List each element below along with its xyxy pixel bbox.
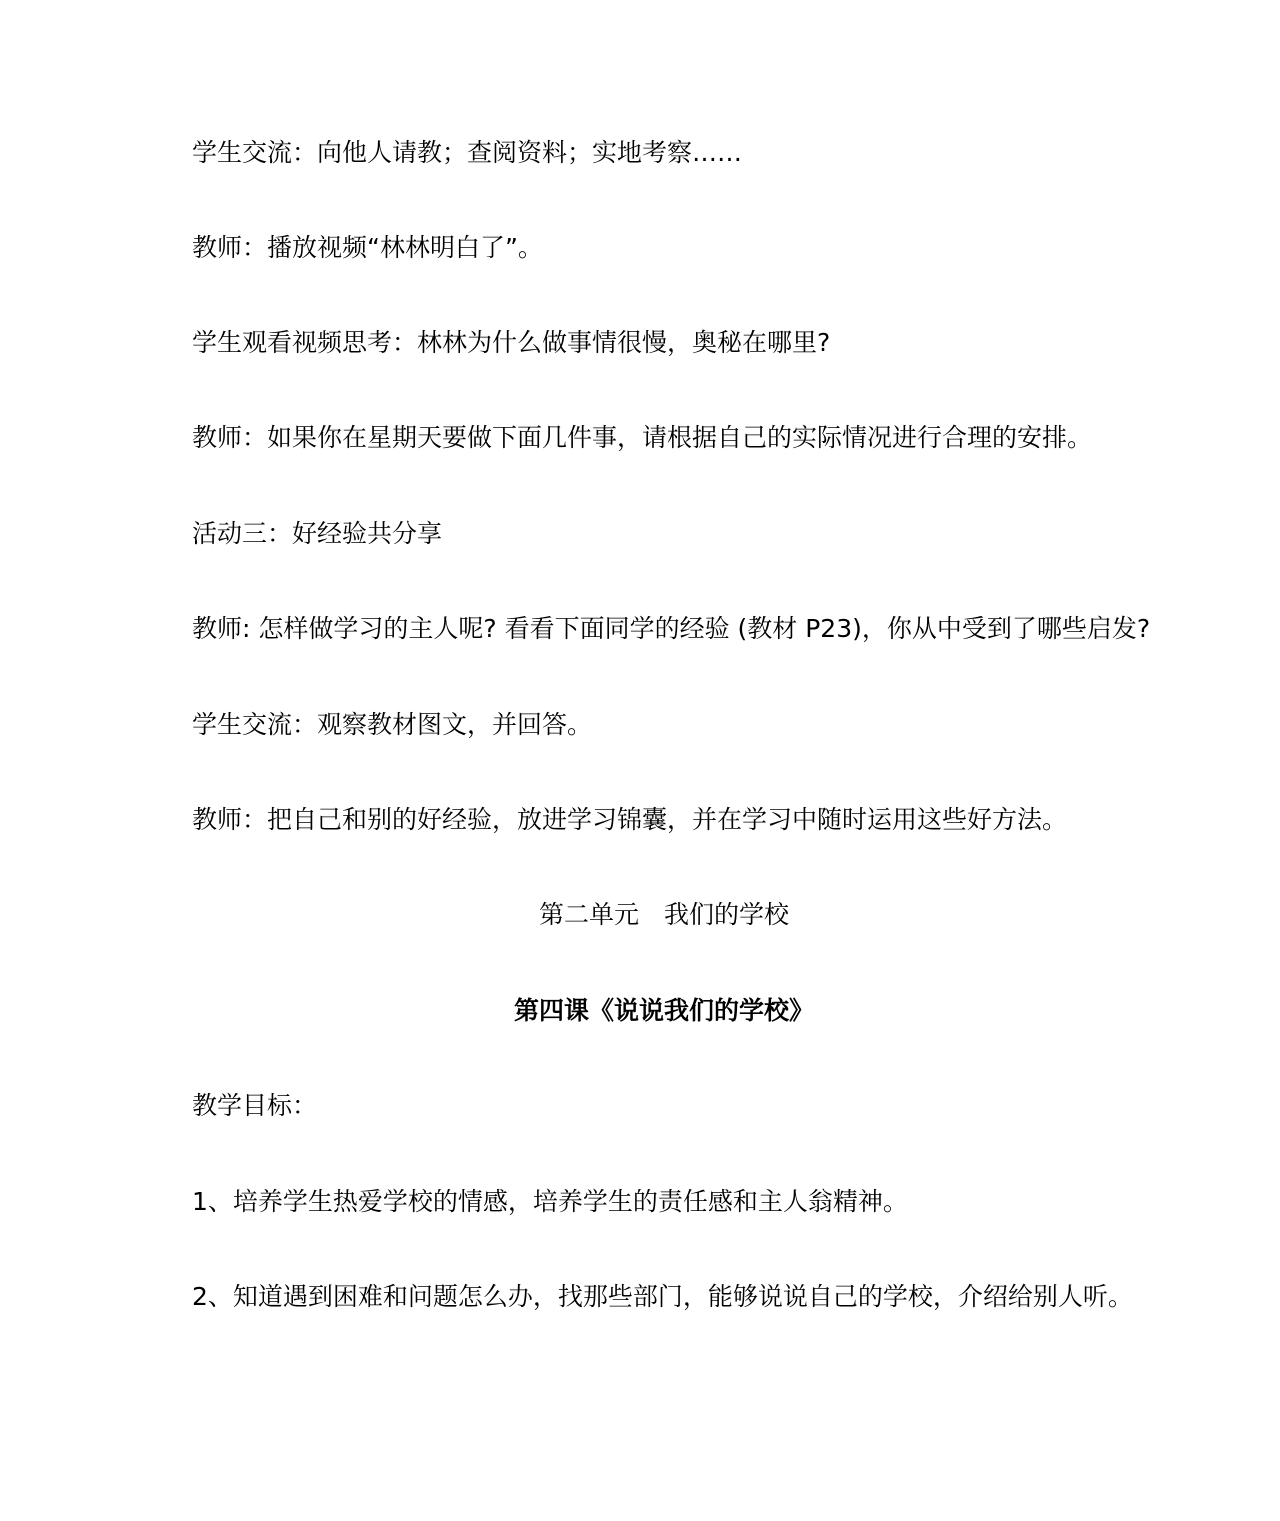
paragraph-activity-three: 活动三：好经验共分享 [192, 519, 443, 548]
lesson-title: 第四课《说说我们的学校》 [513, 996, 814, 1025]
paragraph-teacher-video: 教师：播放视频“林林明白了”。 [192, 233, 543, 262]
paragraph-student-exchange: 学生交流：向他人请教；查阅资料；实地考察…… [192, 138, 743, 167]
paragraph-teacher-tips: 教师：把自己和别的好经验，放进学习锦囊，并在学习中随时运用这些好方法。 [192, 805, 1068, 834]
objective-item: 1、培养学生热爱学校的情感，培养学生的责任感和主人翁精神。 [192, 1187, 908, 1216]
paragraph-teacher-question: 教师: 怎样做学习的主人呢? 看看下面同学的经验 (教材 P23)，你从中受到了哪些启发? [192, 614, 1151, 643]
objective-item: 2、知道遇到困难和问题怎么办，找那些部门，能够说说自己的学校，介绍给别人听。 [192, 1282, 1133, 1311]
paragraph-teacher-sunday: 教师：如果你在星期天要做下面几件事，请根据自己的实际情况进行合理的安排。 [192, 423, 1093, 452]
unit-heading: 第二单元 我们的学校 [538, 900, 789, 929]
paragraph-student-observe: 学生交流：观察教材图文，并回答。 [192, 710, 593, 739]
paragraph-student-think: 学生观看视频思考：林林为什么做事情很慢，奥秘在哪里? [192, 328, 831, 357]
objectives-label: 教学目标： [192, 1091, 318, 1120]
